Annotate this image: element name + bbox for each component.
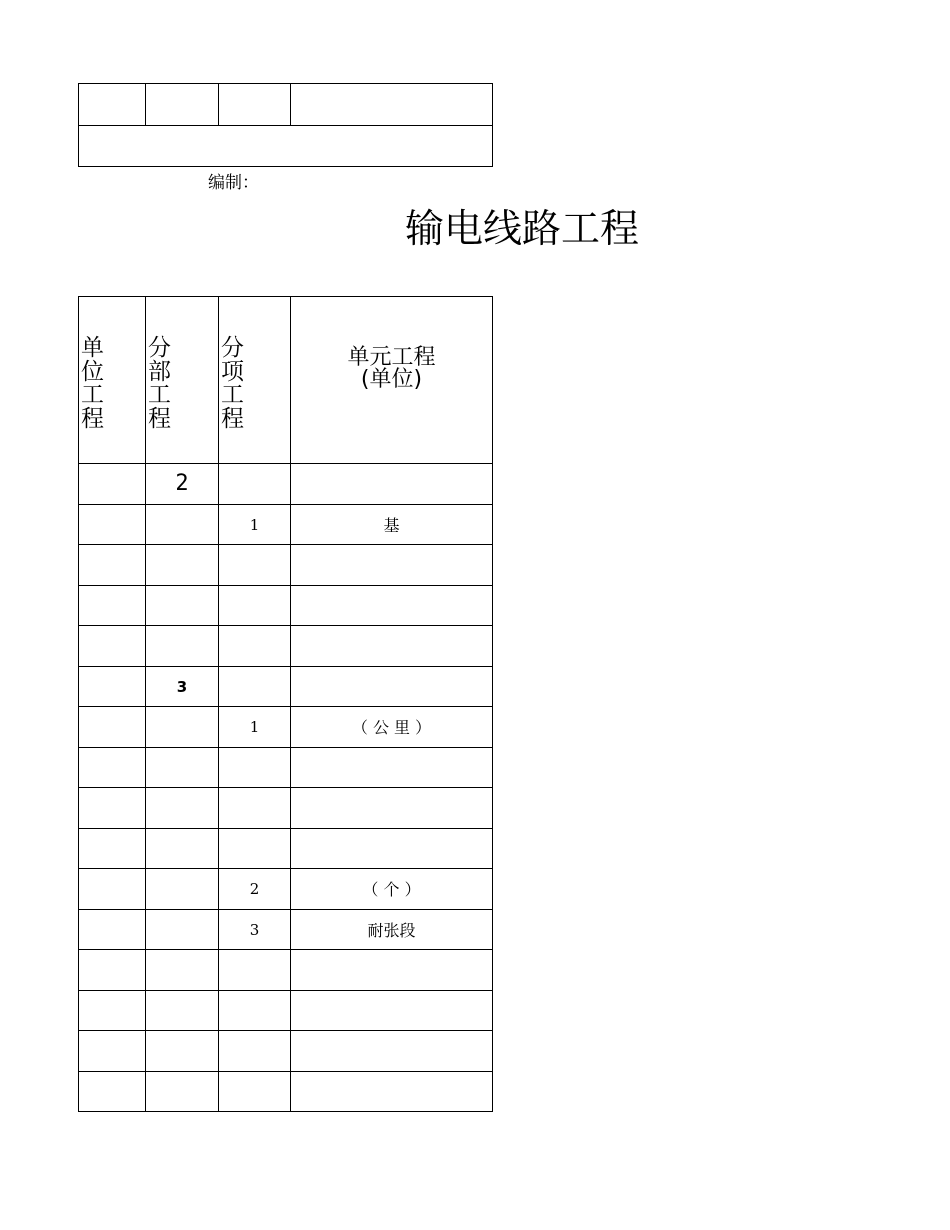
header-subdivision-project	[146, 297, 219, 464]
cell-unit-project	[79, 869, 146, 910]
cell-element-project	[291, 788, 493, 829]
cell-subitem-project	[219, 504, 291, 545]
cell-subdivision-project	[146, 666, 219, 707]
cell-subdivision-project	[146, 869, 219, 910]
table-header-row	[79, 297, 493, 464]
cell-unit-project	[79, 585, 146, 626]
header-subitem-project	[219, 297, 291, 464]
cell-unit-project	[79, 1071, 146, 1112]
cell-subdivision-project	[146, 1031, 219, 1072]
cell-unit-project	[79, 545, 146, 586]
table-row	[79, 788, 493, 829]
cell-subdivision-project-text: 2	[175, 471, 189, 497]
cell-subitem-project-text: 3	[249, 920, 260, 939]
table-row	[79, 666, 493, 707]
cell-subdivision-project	[146, 1071, 219, 1112]
table-row	[79, 707, 493, 748]
table-row	[79, 828, 493, 869]
cell-element-project-text: 基	[383, 515, 400, 535]
title-clip	[400, 200, 640, 260]
cell-element-project-text: （ 个 ）	[362, 880, 421, 900]
cell-subitem-project-text: 1	[249, 718, 260, 737]
table-body	[79, 464, 493, 1112]
cell-subdivision-project	[146, 990, 219, 1031]
table-row	[79, 504, 493, 545]
table-row	[79, 747, 493, 788]
cell-unit-project	[79, 666, 146, 707]
table-row	[79, 950, 493, 991]
cell-element-project	[291, 545, 493, 586]
cell-subitem-project	[219, 666, 291, 707]
cell-element-project-text: 耐张段	[367, 920, 416, 940]
cell-element-project	[291, 464, 493, 505]
table-row	[79, 909, 493, 950]
cell-unit-project	[79, 626, 146, 667]
table-row	[79, 626, 493, 667]
cell-subitem-project	[219, 585, 291, 626]
cell-subdivision-project	[146, 707, 219, 748]
cell-subitem-project	[219, 626, 291, 667]
cell-subitem-project-text: 1	[249, 515, 260, 534]
cell-element-project	[291, 828, 493, 869]
cell-element-project	[291, 585, 493, 626]
cell-subdivision-project	[146, 747, 219, 788]
cell-subitem-project	[219, 909, 291, 950]
cell-subdivision-project	[146, 504, 219, 545]
top-info-table	[78, 83, 493, 167]
header-element-project-line2: (单位)	[360, 367, 423, 392]
header-unit-project-label: 单位工程	[81, 335, 104, 432]
cell-subdivision-project	[146, 788, 219, 829]
cell-subdivision-project	[146, 950, 219, 991]
project-division-table	[78, 296, 493, 1112]
cell-unit-project	[79, 1031, 146, 1072]
cell-unit-project	[79, 788, 146, 829]
cell-element-project	[291, 626, 493, 667]
cell-subitem-project	[219, 1031, 291, 1072]
table-row	[79, 545, 493, 586]
cell-element-project	[291, 747, 493, 788]
table-row	[79, 585, 493, 626]
cell-subitem-project	[219, 1071, 291, 1112]
cell-subitem-project	[219, 990, 291, 1031]
table-row	[79, 1031, 493, 1072]
header-unit-project	[79, 297, 146, 464]
editor-label: 编制：	[208, 173, 259, 193]
cell-element-project	[291, 666, 493, 707]
table-row	[79, 990, 493, 1031]
table-row	[79, 1071, 493, 1112]
cell-unit-project	[79, 950, 146, 991]
header-subdivision-project-label: 分部工程	[148, 335, 171, 432]
cell-subdivision-project	[146, 909, 219, 950]
cell-subdivision-project	[146, 585, 219, 626]
cell-subitem-project-text: 2	[249, 880, 260, 899]
cell-element-project	[291, 950, 493, 991]
cell-subdivision-project-text: 3	[176, 677, 188, 696]
cell-unit-project	[79, 504, 146, 545]
cell-subitem-project	[219, 788, 291, 829]
cell-element-project	[291, 504, 493, 545]
cell-element-project	[291, 990, 493, 1031]
document-title: 输电线路工程	[405, 207, 640, 252]
cell-subitem-project	[219, 950, 291, 991]
cell-unit-project	[79, 707, 146, 748]
cell-subitem-project	[219, 869, 291, 910]
cell-subitem-project	[219, 828, 291, 869]
top-cell-wide	[79, 126, 493, 167]
cell-unit-project	[79, 464, 146, 505]
cell-unit-project	[79, 747, 146, 788]
cell-subdivision-project	[146, 626, 219, 667]
cell-element-project-text: （ 公 里 ）	[351, 718, 432, 738]
cell-subitem-project	[219, 707, 291, 748]
top-cell-4	[291, 84, 493, 126]
cell-element-project	[291, 909, 493, 950]
cell-unit-project	[79, 909, 146, 950]
top-cell-2	[146, 84, 219, 126]
cell-subitem-project	[219, 464, 291, 505]
header-subitem-project-label: 分项工程	[221, 335, 244, 432]
cell-element-project	[291, 1031, 493, 1072]
header-element-project-line1: 单元工程	[347, 345, 436, 370]
table-row	[79, 869, 493, 910]
cell-element-project	[291, 707, 493, 748]
cell-element-project	[291, 869, 493, 910]
cell-subdivision-project	[146, 828, 219, 869]
top-cell-3	[219, 84, 291, 126]
table-row	[79, 464, 493, 505]
cell-unit-project	[79, 828, 146, 869]
header-element-project	[291, 297, 493, 464]
top-cell-1	[79, 84, 146, 126]
cell-subdivision-project	[146, 464, 219, 505]
cell-subdivision-project	[146, 545, 219, 586]
cell-subitem-project	[219, 747, 291, 788]
cell-element-project	[291, 1071, 493, 1112]
cell-unit-project	[79, 990, 146, 1031]
cell-subitem-project	[219, 545, 291, 586]
